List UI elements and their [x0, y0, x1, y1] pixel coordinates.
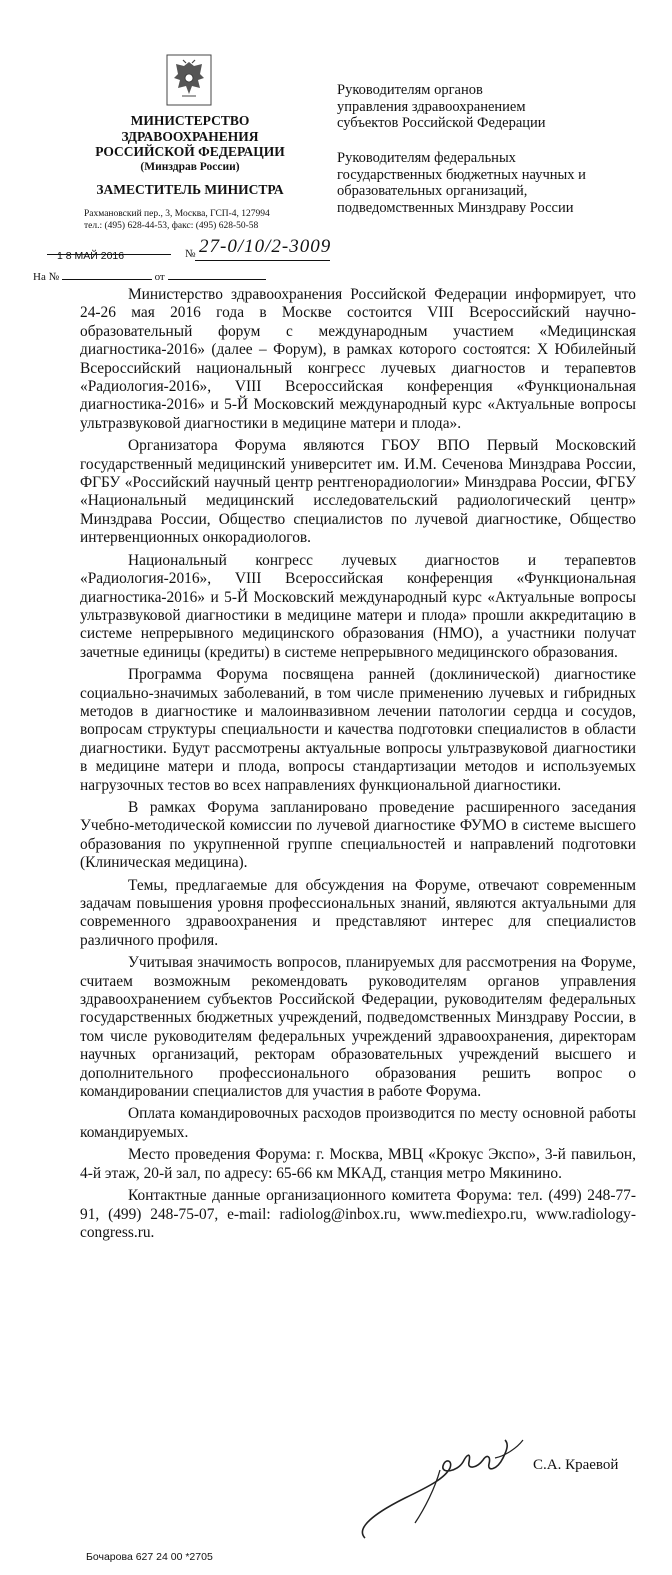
address-line: Рахмановский пер., 3, Москва, ГСП-4, 127994	[84, 209, 270, 219]
reference-ot-label: от	[154, 271, 165, 283]
letter-date: 1 8 МАЙ 2016	[57, 250, 125, 262]
reference-na-label: На №	[33, 271, 60, 283]
number-underline	[195, 260, 330, 261]
ministry-name	[80, 113, 300, 175]
ministry-address	[84, 208, 270, 232]
body-paragraph: Национальный конгресс лучевых диагностов и терапевтов «Радиология-2016», VIII Всероссийская конференция «Функциональная диагностика-2016» и 5-Й Московский международный курс «Актуальные вопросы ультразвуковой диагностики в медицине матери и плода» прошли аккредитацию в системе непрерывного медицинского образования (НМО), а участники получат зачетные единицы (кредиты) в системе непрерывного медицинского образования.	[80, 551, 636, 661]
date-underline	[47, 254, 171, 255]
recipient-line: государственных бюджетных научных и	[337, 166, 586, 183]
body-paragraph: Программа Форума посвящена ранней (доклинической) диагностике социально-значимых заболеваний, в том числе применению лучевых и гибридных методов в диагностике и малоинвазивном лечении патологии сердца и сосудов, вопросам структуры специальности и качества подготовки специалистов в области диагностики. Будут рассмотрены актуальные вопросы ультразвуковой диагностики в медицине матери и плода, вопросы стандартизации методов и используемых нагрузочных тестов во всех направлениях функциональной диагностики.	[80, 666, 636, 794]
body-paragraph: Темы, предлагаемые для обсуждения на Форуме, отвечают современным задачам повышения уровня профессиональных знаний, являются актуальными для современного здравоохранения и представляют интерес для специалистов различного профиля.	[80, 876, 636, 949]
ministry-line: МИНИСТЕРСТВО	[130, 113, 250, 128]
body-paragraph: Оплата командировочных расходов производится по месту основной работы командируемых.	[80, 1105, 636, 1141]
recipient-block-federal	[337, 150, 657, 216]
recipient-line: Руководителям органов	[337, 82, 483, 98]
recipient-line: субъектов Российской Федерации	[337, 115, 546, 132]
reference-date-blank	[168, 270, 266, 280]
recipient-block-regional	[337, 82, 657, 132]
recipient-line: управления здравоохранением	[337, 98, 526, 115]
deputy-minister-title: ЗАМЕСТИТЕЛЬ МИНИСТРА	[96, 182, 284, 197]
ministry-short-name: (Минздрав России)	[140, 160, 240, 173]
recipient-line: образовательных организаций,	[337, 183, 528, 200]
signatory-name: С.А. Краевой	[533, 1457, 619, 1473]
body-paragraph: В рамках Форума запланировано проведение расширенного заседания Учебно-методической комиссии по лучевой диагностике ФУМО в системе высшего образования по укрупненной группе специальностей и направлений подготовки (Клиническая медицина).	[80, 798, 636, 872]
executor-footer: Бочарова 627 24 00 *2705	[86, 1551, 213, 1563]
number-label: №	[185, 248, 196, 260]
ministry-line: РОССИЙСКОЙ ФЕДЕРАЦИИ	[95, 144, 285, 159]
reference-line	[33, 270, 266, 283]
recipient-line: Руководителям федеральных	[337, 150, 516, 166]
handwritten-outgoing-number: 27-0/10/2-3009	[199, 236, 332, 257]
body-paragraph: Организатора Форума являются ГБОУ ВПО Первый Московский государственный медицинский университет им. И.М. Сеченова Минздрава России, ФГБУ «Российский научный центр рентгенорадиологии» Минздрава России, ФГБУ «Национальный медицинский исследовательский радиологический центр» Минздрава России, Общество специалистов по лучевой диагностике, Общество интервенционных онкорадиологов.	[80, 437, 636, 547]
handwritten-signature	[345, 1418, 545, 1548]
recipient-line: подведомственных Минздраву России	[337, 199, 574, 216]
body-paragraph: Контактные данные организационного комитета Форума: тел. (499) 248-77-91, (499) 248-75-07, e-mail: radiolog@inbox.ru, www.mediexpo.ru, www.radiology-congress.ru.	[80, 1187, 636, 1241]
body-paragraph: Министерство здравоохранения Российской Федерации информирует, что 24-26 мая 2016 года в Москве состоится VIII Всероссийский научно-образовательный форум с международным участием «Медицинская диагностика-2016» (далее – Форум), в рамках которого состоятся: X Юбилейный Всероссийский национальный конгресс лучевых диагностов и терапевтов «Радиология-2016», VIII Всероссийская конференция «Функциональная диагностика-2016» и 5-Й Московский международный курс «Актуальные вопросы ультразвуковой диагностики в медицине матери и плода».	[80, 286, 636, 432]
ministry-line: ЗДРАВООХРАНЕНИЯ	[121, 128, 259, 144]
body-paragraph: Место проведения Форума: г. Москва, МВЦ «Крокус Экспо», 3-й павильон, 4-й этаж, 20-й зал, по адресу: 65-66 км МКАД, станция метро Мякинино.	[80, 1146, 636, 1182]
reference-number-blank	[62, 270, 152, 280]
coat-of-arms-emblem	[166, 54, 212, 106]
body-paragraph: Учитывая значимость вопросов, планируемых для рассмотрения на Форуме, считаем возможным рекомендовать руководителям органов управления здравоохранением субъектов Российской Федерации, руководителям федеральных государственных бюджетных учреждений, подведомственных Минздраву России, в том числе руководителям федеральных учреждений здравоохранения, директорам научных организаций, ректорам образовательных учреждений высшего и дополнительного профессионального образования решить вопрос о командировании специалистов для участия в работе Форума.	[80, 954, 636, 1101]
letter-body	[80, 286, 636, 1246]
phone-line: тел.: (495) 628-44-53, факс: (495) 628-50-58	[84, 221, 259, 231]
